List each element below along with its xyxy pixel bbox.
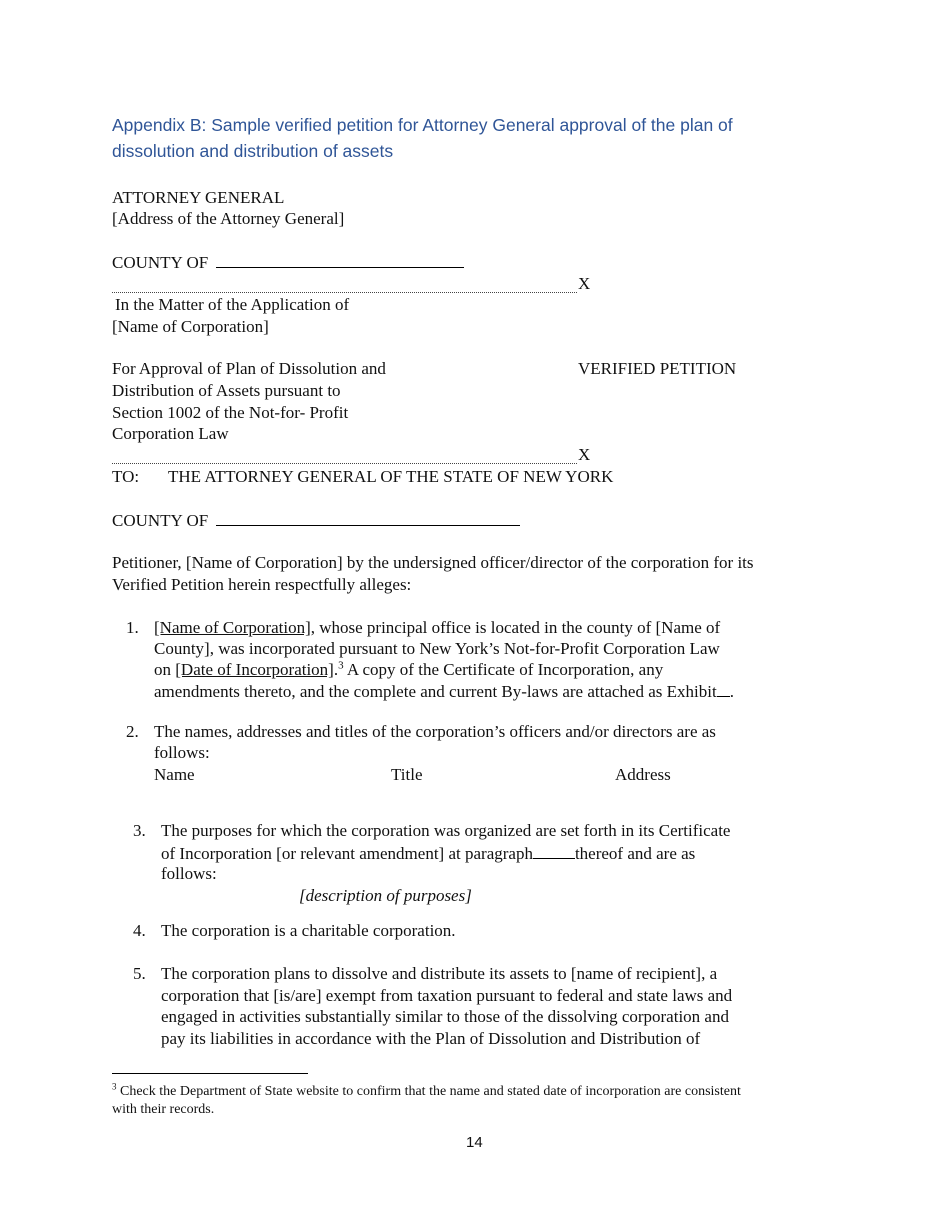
caption-x-mark-bottom: X xyxy=(578,445,591,464)
item-3-line-1: The purposes for which the corporation was organized are set forth in its Certificate xyxy=(161,821,731,840)
paragraph-blank xyxy=(533,842,575,859)
attorney-general-address: [Address of the Attorney General] xyxy=(112,209,345,228)
county-line-1 xyxy=(112,251,464,274)
footnote-number: 3 xyxy=(112,1081,117,1092)
item-3-line-2-post: thereof and are as xyxy=(574,844,696,863)
item-1-line-4-end: . xyxy=(729,682,734,701)
item-1-period: . xyxy=(333,660,339,679)
item-4-number: 4. xyxy=(133,921,146,940)
item-1-line-3 xyxy=(154,659,663,681)
appendix-heading xyxy=(112,112,812,164)
matter-line-2: [Name of Corporation] xyxy=(112,317,269,336)
item-5-number: 5. xyxy=(133,964,146,983)
item-1-line-4 xyxy=(154,680,734,703)
item-5-line-1: The corporation plans to dissolve and distribute its assets to [name of recipient], a xyxy=(161,964,718,983)
county-label: COUNTY OF xyxy=(112,253,209,272)
col-header-title: Title xyxy=(391,765,423,784)
item-5-line-2: corporation that [is/are] exempt from taxation pursuant to federal and state laws and xyxy=(161,986,733,1005)
county-blank-1 xyxy=(216,251,464,268)
to-text: THE ATTORNEY GENERAL OF THE STATE OF NEW YORK xyxy=(168,467,614,486)
item-2-line-1: The names, addresses and titles of the corporation’s officers and/or directors are as xyxy=(154,722,716,741)
attorney-general-label: ATTORNEY GENERAL xyxy=(112,188,285,207)
intro-line-2: Verified Petition herein respectfully alleges: xyxy=(112,575,412,594)
heading-line-2: dissolution and distribution of assets xyxy=(112,141,394,161)
approval-line-4: Corporation Law xyxy=(112,424,229,443)
caption-x-mark-top: X xyxy=(578,274,591,293)
description-of-purposes: [description of purposes] xyxy=(299,886,472,905)
to-label: TO: xyxy=(112,467,140,486)
item-1-line-1-rest: , whose principal office is located in the county of [Name of xyxy=(310,618,721,637)
county-label-2: COUNTY OF xyxy=(112,511,209,530)
item-1-on: on xyxy=(154,660,176,679)
approval-line-1: For Approval of Plan of Dissolution and xyxy=(112,359,386,378)
heading-line-1: Appendix B: Sample verified petition for Attorney General approval of the plan of xyxy=(112,115,733,135)
footnote-line-2: with their records. xyxy=(112,1102,215,1117)
page-number: 14 xyxy=(466,1134,483,1151)
item-2-line-2: follows: xyxy=(154,743,210,762)
item-3-line-2 xyxy=(161,842,695,865)
footnote-line-1 xyxy=(112,1083,741,1101)
footnote-separator xyxy=(112,1073,308,1074)
footnote-text-1: Check the Department of State website to confirm that the name and stated date of incorporation are consistent xyxy=(116,1084,741,1099)
approval-line-2: Distribution of Assets pursuant to xyxy=(112,381,341,400)
item-3-line-2-pre: of Incorporation [or relevant amendment] at paragraph xyxy=(161,844,533,863)
item-4-line-1: The corporation is a charitable corporation. xyxy=(161,921,456,940)
approval-line-3: Section 1002 of the Not-for- Profit xyxy=(112,403,349,422)
item-1-line-4-text: amendments thereto, and the complete and current By-laws are attached as Exhibit xyxy=(154,682,717,701)
item-1-number: 1. xyxy=(126,618,139,637)
item-1-date: [Date of Incorporation] xyxy=(175,660,334,679)
exhibit-blank xyxy=(717,680,730,697)
item-1-line-2: County], was incorporated pursuant to New York’s Not-for-Profit Corporation Law xyxy=(154,639,720,658)
item-3-line-3: follows: xyxy=(161,864,217,883)
caption-bottom-dotted-line xyxy=(112,463,577,464)
caption-top-dotted-line xyxy=(112,292,577,293)
intro-line-1: Petitioner, [Name of Corporation] by the undersigned officer/director of the corporation for its xyxy=(112,553,754,572)
verified-petition-title: VERIFIED PETITION xyxy=(578,359,737,378)
item-2-number: 2. xyxy=(126,722,139,741)
col-header-address: Address xyxy=(615,765,671,784)
footnote-ref-3: 3 xyxy=(338,659,344,672)
item-5-line-4: pay its liabilities in accordance with the Plan of Dissolution and Distribution of xyxy=(161,1029,701,1048)
item-1-corp-name: [Name of Corporation] xyxy=(154,618,311,637)
item-1-line-1 xyxy=(154,617,720,639)
county-blank-2 xyxy=(216,509,520,526)
col-header-name: Name xyxy=(154,765,195,784)
item-5-line-3: engaged in activities substantially similar to those of the dissolving corporation and xyxy=(161,1007,729,1026)
county-line-2 xyxy=(112,509,520,532)
matter-line-1: In the Matter of the Application of xyxy=(115,295,350,314)
item-3-number: 3. xyxy=(133,821,146,840)
item-1-line-3-rest: A copy of the Certificate of Incorporation, any xyxy=(343,660,664,679)
